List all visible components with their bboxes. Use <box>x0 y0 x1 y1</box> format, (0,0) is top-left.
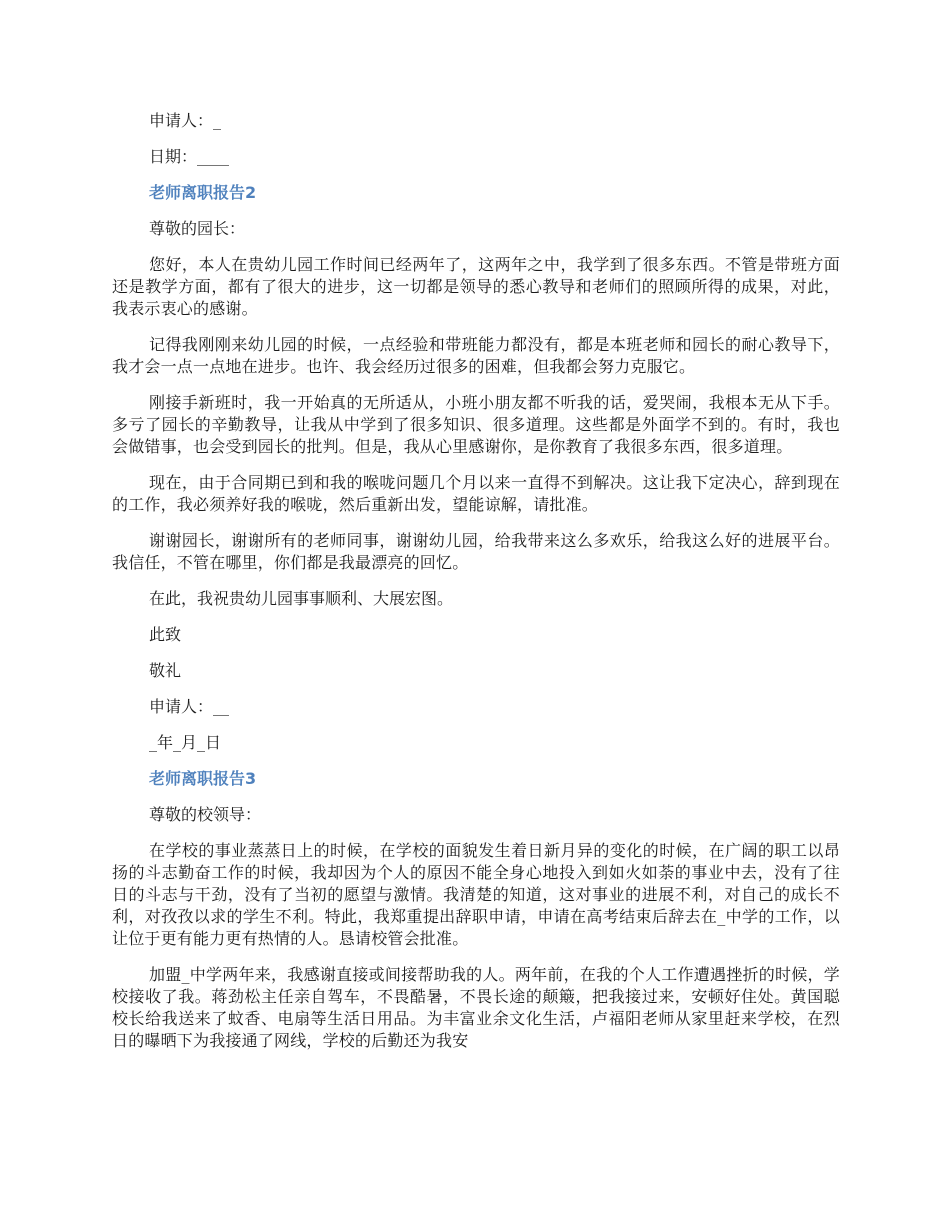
section-3-heading: 老师离职报告3 <box>149 769 257 788</box>
section-2-closing-2: 敬礼 <box>149 661 182 680</box>
section-2-closing-1: 此致 <box>149 625 182 644</box>
section-3-paragraph-1: 在学校的事业蒸蒸日上的时候，在学校的面貌发生着日新月异的变化的时候，在广阔的职工以昂扬的斗志勤奋工作的时候，我却因为个人的原因不能全身心地投入到如火如荼的事业中去，没有了往日的斗志与干劲，没有了当初的愿望与激情。我清楚的知道，这对事业的进展不利，对自己的成长不利，对孜孜以求的学生不利。特此，我郑重提出辞职申请，申请在高考结束后辞去在_中学的工作，以让位于更有能力更有热情的人。恳请校管会批准。 <box>112 841 840 948</box>
section-2-paragraph-5: 谢谢园长，谢谢所有的老师同事，谢谢幼儿园，给我带来这么多欢乐，给我这么好的进展平台。我信任，不管在哪里，你们都是我最漂亮的回忆。 <box>112 531 840 572</box>
section-2-salutation: 尊敬的园长： <box>149 219 246 238</box>
section-2-heading: 老师离职报告2 <box>149 183 257 202</box>
section-3-paragraph-2: 加盟_中学两年来，我感谢直接或间接帮助我的人。两年前，在我的个人工作遭遇挫折的时候，学校接收了我。蒋劲松主任亲自驾车，不畏酷暑，不畏长途的颠簸，把我接过来，安顿好住处。黄国聪校长给我送来了蚊香、电扇等生活日用品。为丰富业余文化生活，卢福阳老师从家里赶来学校，在烈日的曝晒下为我接通了网线，学校的后勤还为我安 <box>112 965 840 1050</box>
section-2-paragraph-1: 您好，本人在贵幼儿园工作时间已经两年了，这两年之中，我学到了很多东西。不管是带班方面还是教学方面，都有了很大的进步，这一切都是领导的悉心教导和老师们的照顾所得的成果，对此，我表示衷心的感谢。 <box>112 255 840 318</box>
section-2-applicant: 申请人：__ <box>149 697 230 716</box>
section-3-salutation: 尊敬的校领导： <box>149 805 262 824</box>
date-line-1: 日期：____ <box>149 147 230 166</box>
applicant-line-1: 申请人：_ <box>149 111 222 130</box>
section-2-date: _年_月_日 <box>149 733 222 752</box>
section-2-paragraph-3: 刚接手新班时，我一开始真的无所适从，小班小朋友都不听我的话，爱哭闹，我根本无从下手。多亏了园长的辛勤教导，让我从中学到了很多知识、很多道理。这些都是外面学不到的。有时，我也会做错事，也会受到园长的批判。但是，我从心里感谢你，是你教育了我很多东西，很多道理。 <box>112 393 840 456</box>
document-page <box>112 110 840 1066</box>
section-2-wish: 在此，我祝贵幼儿园事事顺利、大展宏图。 <box>149 589 454 608</box>
section-2-paragraph-4: 现在，由于合同期已到和我的喉咙问题几个月以来一直得不到解决。这让我下定决心，辞到现在的工作，我必须养好我的喉咙，然后重新出发，望能谅解，请批准。 <box>112 473 840 514</box>
section-2-paragraph-2: 记得我刚刚来幼儿园的时候，一点经验和带班能力都没有，都是本班老师和园长的耐心教导下，我才会一点一点地在进步。也许、我会经历过很多的困难，但我都会努力克服它。 <box>112 335 840 376</box>
